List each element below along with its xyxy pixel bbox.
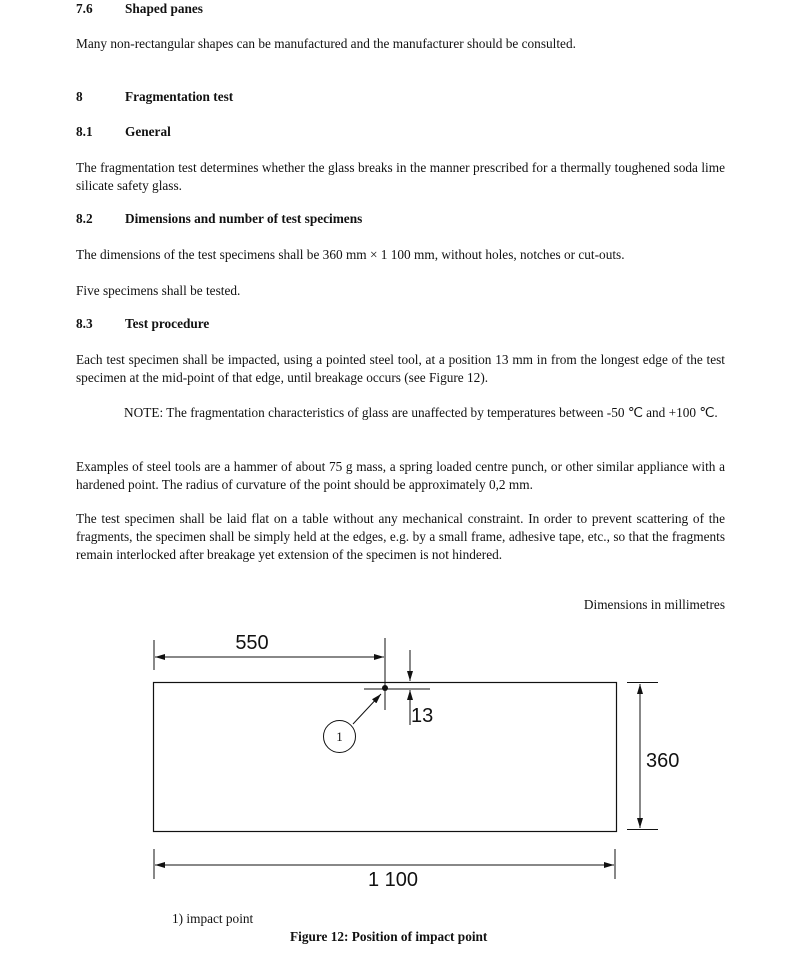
section-title: General xyxy=(125,124,171,139)
section-title: Shaped panes xyxy=(125,1,203,16)
section-number: 7.6 xyxy=(76,1,93,16)
section-number: 8.2 xyxy=(76,211,93,226)
figure-caption: Figure 12: Position of impact point xyxy=(290,929,488,944)
paragraph-dimensions: The dimensions of the test specimens shall be 360 mm × 1 100 mm, without holes, notches or cut-outs. xyxy=(76,247,625,262)
section-title: Test procedure xyxy=(125,316,210,331)
paragraph-shaped-panes: Many non-rectangular shapes can be manufactured and the manufacturer should be consulted. xyxy=(76,36,576,51)
units-note: Dimensions in millimetres xyxy=(583,597,725,612)
dimension-label-1100: 1 100 xyxy=(367,869,419,891)
paragraph-procedure: Each test specimen shall be impacted, using a pointed steel tool, at a position 13 mm in from the longest edge of the test specimen at the mid-point of that edge, until breakage occurs (see Figure 12). xyxy=(76,352,725,385)
paragraph-specimen-count: Five specimens shall be tested. xyxy=(76,283,241,298)
paragraph-steel-tools: Examples of steel tools are a hammer of about 75 g mass, a spring loaded centre punch, or other similar appliance with a hardened point. The radius of curvature of the point should be approximately 0,2 mm. xyxy=(76,459,725,492)
paragraph-placement: The test specimen shall be laid flat on a table without any mechanical constraint. In order to prevent scattering of the fragments, the specimen shall be simply held at the edges, e.g. by a small frame, adhesive tape, etc., so that the fragments remain interlocked after breakage yet extension of the specimen is not hindered. xyxy=(76,511,725,562)
callout-number: 1 xyxy=(336,729,343,744)
dimension-label-13: 13 xyxy=(411,705,434,727)
figure-legend: 1) impact point xyxy=(172,911,254,926)
section-title: Fragmentation test xyxy=(125,89,234,104)
callout-leader xyxy=(353,694,381,724)
section-number: 8.1 xyxy=(76,124,93,139)
impact-point-marker xyxy=(382,685,388,691)
paragraph-general: The fragmentation test determines whether the glass breaks in the manner prescribed for a thermally toughened soda lime silicate safety glass. xyxy=(76,160,725,193)
dimension-label-550: 550 xyxy=(235,632,269,654)
section-number: 8.3 xyxy=(76,316,93,331)
note-temperature: NOTE: The fragmentation characteristics of glass are unaffected by temperatures between -50 ℃ and +100 ℃. xyxy=(124,405,718,420)
dimension-label-360: 360 xyxy=(646,750,680,772)
section-number: 8 xyxy=(76,89,83,104)
section-title: Dimensions and number of test specimens xyxy=(125,211,363,226)
